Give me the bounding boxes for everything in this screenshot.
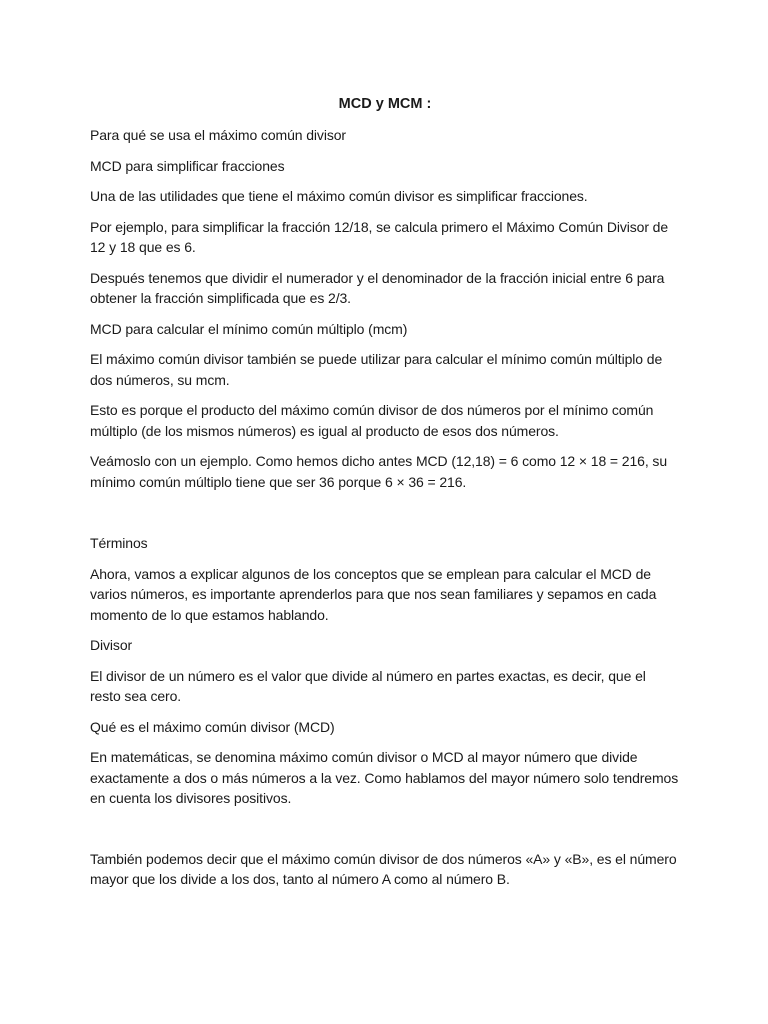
blank-line	[90, 502, 680, 533]
blank-line	[90, 819, 680, 849]
document-title: MCD y MCM :	[338, 96, 432, 112]
heading-mcm: MCD para calcular el mínimo común múltiplo (mcm)	[90, 320, 408, 337]
heading-what-is-mcd: Qué es el máximo común divisor (MCD)	[90, 718, 335, 735]
paragraph: El divisor de un número es el valor que divide al número en partes exactas, es decir, que el resto sea cero.	[90, 667, 646, 704]
paragraph: Por ejemplo, para simplificar la fracción 12/18, se calcula primero el Máximo Común Divisor de 12 y 18 que es 6.	[90, 218, 669, 255]
heading-divisor: Divisor	[90, 637, 133, 653]
heading-terms: Términos	[90, 535, 148, 551]
paragraph: En matemáticas, se denomina máximo común divisor o MCD al mayor número que divide exactamente a dos o más números a la vez. Como hablamos del mayor número solo tendremos en cuenta los divisores positivos.	[90, 749, 679, 806]
paragraph: Ahora, vamos a explicar algunos de los conceptos que se emplean para calcular el MCD de varios números, es importante aprenderlos para que nos sean familiares y sepamos en cada momento de lo que estamos hablando.	[90, 565, 657, 623]
paragraph: Una de las utilidades que tiene el máximo común divisor es simplificar fracciones.	[90, 188, 588, 204]
paragraph: Esto es porque el producto del máximo común divisor de dos números por el mínimo común múltiplo (de los mismos números) es igual al producto de esos dos números.	[90, 402, 654, 439]
paragraph: Después tenemos que dividir el numerador y el denominador de la fracción inicial entre 6 para obtener la fracción simplificada que es 2/3.	[90, 269, 665, 306]
heading-simplify: MCD para simplificar fracciones	[90, 157, 285, 174]
paragraph: Veámoslo con un ejemplo. Como hemos dicho antes MCD (12,18) = 6 como 12 × 18 = 216, su mínimo común múltiplo tiene que ser 36 porque 6 × 36 = 216.	[90, 453, 668, 490]
document-body	[90, 94, 680, 900]
paragraph: También podemos decir que el máximo común divisor de dos números «A» y «B», es el número mayor que los divide a los dos, tanto al número A como al número B.	[90, 850, 677, 887]
heading-uses: Para qué se usa el máximo común divisor	[90, 127, 346, 143]
paragraph: El máximo común divisor también se puede utilizar para calcular el mínimo común múltiplo de dos números, su mcm.	[90, 351, 663, 388]
